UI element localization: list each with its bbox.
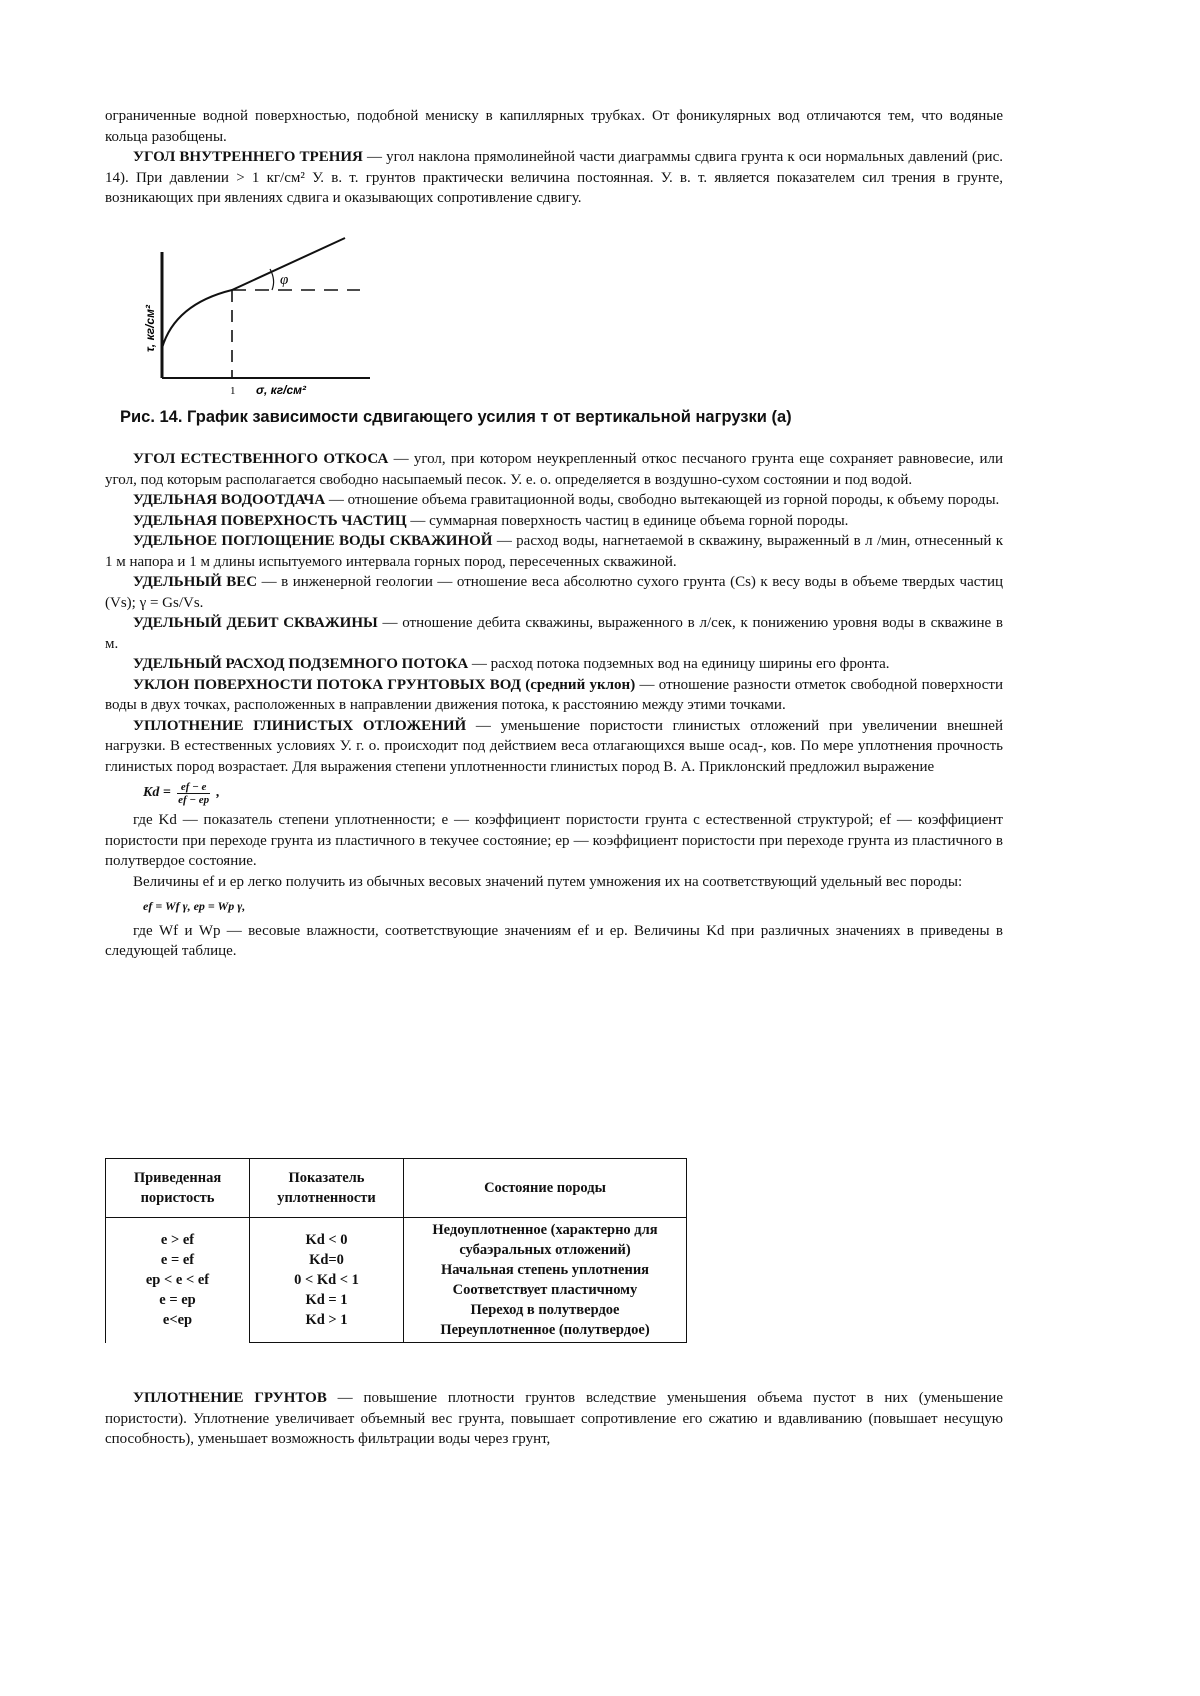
entry-term: УГОЛ ВНУТРЕННЕГО ТРЕНИЯ bbox=[133, 149, 363, 165]
table-header: Приведенная пористость bbox=[106, 1159, 250, 1218]
cell-text: 0 < Kd < 1 bbox=[254, 1270, 399, 1290]
where-paragraph: где Kd — показатель степени уплотненности; e — коэффициент пористости грунта с естественной структурой; ef — коэффициент пористости при переходе грунта из пластичного в текучее состояние; ep — коэффициент пористости при переходе грунта из пластичного в полутвердое состояние. bbox=[105, 810, 1003, 872]
entry-text: — уменьшение пористости глинистых отложений при увеличении внешней нагрузки. В естественных условиях У. г. о. происходит под действием веса отлагающихся выше осад-, ков. По мере уплотнения прочность глинистых пород возрастает. Для выражения степени уплотненности глинистых пород В. А. Приклонский предложил выражение bbox=[105, 718, 1003, 775]
text-block-bottom bbox=[105, 1388, 1003, 1450]
intro-paragraph: ограниченные водной поверхностью, подобной мениску в капиллярных трубках. От фоникулярных вод отличаются тем, что водяные кольца разобщены. bbox=[105, 106, 1003, 147]
cell-text: Kd=0 bbox=[254, 1250, 399, 1270]
entry bbox=[105, 572, 1003, 613]
cell-text: Kd > 1 bbox=[254, 1310, 399, 1330]
figure-caption: Рис. 14. График зависимости сдвигающего усилия т от вертикальной нагрузки (а) bbox=[120, 408, 792, 427]
table-header: Состояние породы bbox=[404, 1159, 687, 1218]
entry bbox=[105, 613, 1003, 654]
cell-text: Недоуплотненное (характерно для субаэральных отложений) bbox=[408, 1220, 682, 1260]
cell-text: e<ep bbox=[110, 1310, 245, 1330]
table-cell bbox=[106, 1218, 250, 1343]
entry bbox=[105, 449, 1003, 490]
table-cell bbox=[250, 1218, 404, 1343]
shear-diagram bbox=[130, 232, 390, 402]
formula-numerator: ef − e bbox=[177, 781, 211, 794]
formula-ef-ep: ef = Wf γ, ep = Wp γ, bbox=[143, 896, 1003, 917]
table-header: Показатель уплотненности bbox=[250, 1159, 404, 1218]
entry-text: — отношение дебита скважины, выраженного в л/сек, к понижению уровня воды в скважине в м. bbox=[105, 615, 1003, 652]
formula-denominator: ef − ep bbox=[178, 794, 209, 806]
cell-text: Kd < 0 bbox=[254, 1230, 399, 1250]
angle-label: φ bbox=[280, 272, 288, 288]
formula-fraction bbox=[177, 781, 211, 806]
entry-term: УДЕЛЬНОЕ ПОГЛОЩЕНИЕ ВОДЫ СКВАЖИНОЙ bbox=[133, 533, 492, 549]
x-axis-label: σ, кг/см² bbox=[256, 383, 307, 397]
entry bbox=[105, 511, 1003, 532]
entry-text: — повышение плотности грунтов вследствие уменьшения объема пустот в них (уменьшение пористости). Уплотнение увеличивает объемный вес грунта, повышает сопротивление его сжатию и вдавливанию (повышает несущую способность), уменьшает возможность фильтрации воды через грунт, bbox=[105, 1390, 1003, 1447]
entry bbox=[105, 675, 1003, 716]
entry-internal-friction-angle bbox=[105, 147, 1003, 209]
cell-text: Kd = 1 bbox=[254, 1290, 399, 1310]
table-row bbox=[106, 1218, 687, 1343]
entry-term: УДЕЛЬНЫЙ РАСХОД ПОДЗЕМНОГО ПОТОКА bbox=[133, 656, 468, 672]
text-block-main bbox=[105, 449, 1003, 962]
entry-term: УДЕЛЬНАЯ ВОДООТДАЧА bbox=[133, 492, 325, 508]
entry-text: — суммарная поверхность частиц в единице объема горной породы. bbox=[407, 513, 849, 529]
entry-text: — расход воды, нагнетаемой в скважину, выраженный в л /мин, отнесенный к 1 м напора и 1 м длины испытуемого интервала горных пород, пересеченных скважиной. bbox=[105, 533, 1003, 570]
entry-term: УДЕЛЬНАЯ ПОВЕРХНОСТЬ ЧАСТИЦ bbox=[133, 513, 407, 529]
entry bbox=[105, 1388, 1003, 1450]
cell-text: Переуплотненное (полутвердое) bbox=[408, 1320, 682, 1340]
entry bbox=[105, 716, 1003, 778]
formula-kd bbox=[143, 781, 1003, 806]
entry-text: — в инженерной геологии — отношение веса абсолютно сухого грунта (Cs) к весу воды в объеме твердых частиц (Vs); γ = Gs/Vs. bbox=[105, 574, 1003, 611]
cell-text: Переход в полутвердое bbox=[408, 1300, 682, 1320]
entry-term: УПЛОТНЕНИЕ ГЛИНИСТЫХ ОТЛОЖЕНИЙ bbox=[133, 718, 466, 734]
entry-text: — угол, при котором неукрепленный откос песчаного грунта еще сохраняет равновесие, или угол, под которым располагается свободно насыпаемый песок. У. е. о. определяется в воздушно-сухом состоянии и под водой. bbox=[105, 451, 1003, 488]
entry-term: УГОЛ ЕСТЕСТВЕННОГО ОТКОСА bbox=[133, 451, 388, 467]
entry bbox=[105, 490, 1003, 511]
table-cell bbox=[404, 1218, 687, 1343]
x-tick-label: 1 bbox=[230, 385, 236, 397]
where-paragraph-2: где Wf и Wp — весовые влажности, соответствующие значениям ef и ep. Величины Kd при различных значениях в приведены в следующей таблице. bbox=[105, 921, 1003, 962]
cell-text: e = ef bbox=[110, 1250, 245, 1270]
entry bbox=[105, 654, 1003, 675]
entry-term: УПЛОТНЕНИЕ ГРУНТОВ bbox=[133, 1390, 327, 1406]
entry-term: УДЕЛЬНЫЙ ДЕБИТ СКВАЖИНЫ bbox=[133, 615, 378, 631]
y-axis-label: τ, кг/см² bbox=[143, 304, 157, 352]
cell-text: Начальная степень уплотнения bbox=[408, 1260, 682, 1280]
cell-text: ep < e < ef bbox=[110, 1270, 245, 1290]
cell-text: e = ep bbox=[110, 1290, 245, 1310]
cell-text: e > ef bbox=[110, 1230, 245, 1250]
text-block-top bbox=[105, 106, 1003, 209]
entry-text: — отношение разности отметок свободной поверхности воды в двух точках, расположенных в направлении движения потока, к расстоянию между этими точками. bbox=[105, 677, 1003, 714]
values-paragraph: Величины ef и ep легко получить из обычных весовых значений путем умножения их на соответствующий удельный вес породы: bbox=[105, 872, 1003, 893]
compaction-table bbox=[105, 1158, 687, 1343]
formula-tail: , bbox=[216, 783, 220, 804]
entry-text: — расход потока подземных вод на единицу ширины его фронта. bbox=[468, 656, 889, 672]
entry-term: УКЛОН ПОВЕРХНОСТИ ПОТОКА ГРУНТОВЫХ ВОД (средний уклон) bbox=[133, 677, 635, 693]
shear-curve bbox=[162, 238, 345, 348]
cell-text: Соответствует пластичному bbox=[408, 1280, 682, 1300]
entry-text: — отношение объема гравитационной воды, свободно вытекающей из горной породы, к объему породы. bbox=[325, 492, 999, 508]
table-header-row bbox=[106, 1159, 687, 1218]
entry-term: УДЕЛЬНЫЙ ВЕС bbox=[133, 574, 257, 590]
entry bbox=[105, 531, 1003, 572]
formula-lhs: Kd = bbox=[143, 783, 171, 804]
entry-text: — угол наклона прямолинейной части диаграммы сдвига грунта к оси нормальных давлений (рис. 14). При давлении > 1 кг/см² У. в. т. грунтов практически величина постоянная. У. в. т. является показателем сил трения в грунте, возникающих при явлениях сдвига и оказывающих сопротивление сдвигу. bbox=[105, 149, 1003, 206]
